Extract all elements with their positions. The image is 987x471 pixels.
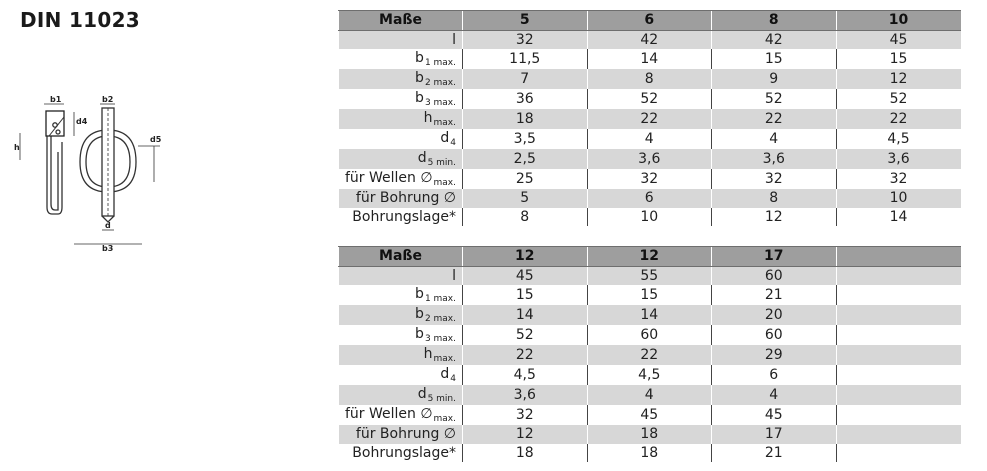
table-cell: 8 [463,208,588,227]
table-row [339,425,961,444]
row-label-main: b [415,90,424,107]
dim-d4-label: d4 [76,117,88,126]
dim-h-label: h [14,143,20,152]
table-cell: 6 [712,365,837,385]
header-label: Maße [339,247,463,267]
row-label [339,149,463,169]
row-label [339,30,463,49]
table-header-row [339,247,961,267]
dim-b2-label: b2 [102,95,114,104]
table-cell: 45 [587,405,712,425]
table-row [339,189,961,208]
table-cell: 4,5 [463,365,588,385]
table-row [339,89,961,109]
row-label [339,345,463,365]
row-label [339,169,463,189]
table-cell: 60 [712,266,837,285]
table-cell: 4 [712,129,837,149]
table-cell: 12 [712,208,837,227]
table-cell: 10 [587,208,712,227]
row-label [339,425,463,444]
row-label-main: l [452,31,456,48]
table-cell: 4 [587,385,712,405]
dim-b1-label: b1 [50,95,62,104]
table-cell: 4 [712,385,837,405]
header-size: 17 [712,247,837,267]
row-label [339,49,463,69]
table-row [339,30,961,49]
table-cell: 25 [463,169,588,189]
table-cell: 60 [712,325,837,345]
table-cell: 45 [463,266,588,285]
table-cell: 21 [712,444,837,463]
table-cell: 14 [587,305,712,325]
table-cell: 14 [463,305,588,325]
table-row [339,109,961,129]
table-cell: 52 [712,89,837,109]
table-cell: 22 [712,109,837,129]
table-cell: 9 [712,69,837,89]
row-label-sub: 4 [450,138,456,149]
table-cell: 12 [463,425,588,444]
header-size: 10 [836,11,961,31]
table-cell: 42 [712,30,837,49]
row-label-sub: 3 max. [424,98,456,109]
row-label [339,285,463,305]
pin-head [46,111,64,136]
row-label-sub: 2 max. [424,314,456,325]
row-label-main: d [440,366,450,383]
row-label-main: d [417,386,427,403]
table-row [339,345,961,365]
table-cell: 14 [587,49,712,69]
table-cell: 21 [712,285,837,305]
row-label-sub: max. [433,178,456,189]
header-size: 5 [463,11,588,31]
row-label-main: Bohrungslage* [352,445,456,462]
table-cell [836,425,961,444]
table-cell: 15 [712,49,837,69]
table-cell: 11,5 [463,49,588,69]
row-label-sub: 2 max. [424,78,456,89]
table-cell: 3,6 [587,149,712,169]
table-cell: 32 [463,30,588,49]
row-label-main: b [415,70,424,87]
table-cell: 45 [836,30,961,49]
table-cell: 18 [463,444,588,463]
row-label-main: für Bohrung ∅ [355,426,456,443]
row-label-sub: 5 min. [427,158,456,169]
row-label [339,129,463,149]
row-label-main: Bohrungslage* [352,209,456,226]
table-row [339,69,961,89]
table-cell [836,305,961,325]
table-cell: 22 [587,345,712,365]
table-cell: 5 [463,189,588,208]
table-cell [836,385,961,405]
row-label-main: h [423,346,433,363]
table-cell: 17 [712,425,837,444]
table-cell: 22 [587,109,712,129]
table-cell: 8 [587,69,712,89]
table-row [339,49,961,69]
table-row [339,365,961,385]
table-cell: 29 [712,345,837,365]
table-cell: 12 [836,69,961,89]
row-label [339,444,463,463]
table-cell: 32 [463,405,588,425]
row-label-main: d [417,150,427,167]
table-cell: 4 [587,129,712,149]
row-label-main: b [415,326,424,343]
table-cell: 4,5 [836,129,961,149]
table-cell: 60 [587,325,712,345]
row-label-sub: max. [433,414,456,425]
table-cell: 32 [836,169,961,189]
dimensions-table-2 [338,246,961,462]
table-cell [836,266,961,285]
table-row [339,405,961,425]
dim-b3-label: b3 [102,244,114,252]
table-cell: 52 [836,89,961,109]
table-cell: 18 [587,444,712,463]
table-cell: 15 [463,285,588,305]
table-cell: 52 [463,325,588,345]
table-row [339,266,961,285]
header-size: 12 [463,247,588,267]
table-cell: 20 [712,305,837,325]
table-cell: 7 [463,69,588,89]
row-label-sub: max. [433,118,456,129]
page-title: DIN 11023 [20,8,141,32]
table-cell [836,345,961,365]
row-label [339,305,463,325]
table-cell: 32 [587,169,712,189]
row-label-main: für Wellen ∅ [344,170,433,187]
row-label-main: b [415,306,424,323]
row-label-sub: 5 min. [427,394,456,405]
row-label-sub: max. [433,354,456,365]
table-header-row [339,11,961,31]
row-label [339,405,463,425]
row-label-sub: 3 max. [424,334,456,345]
row-label [339,109,463,129]
table-cell: 18 [587,425,712,444]
dim-d5-label: d5 [150,135,162,144]
table-cell: 3,6 [463,385,588,405]
table-cell: 6 [587,189,712,208]
header-size: 12 [587,247,712,267]
table-cell: 36 [463,89,588,109]
table-cell: 22 [463,345,588,365]
table-cell: 10 [836,189,961,208]
table-cell: 45 [712,405,837,425]
table-cell: 4,5 [587,365,712,385]
table-cell: 42 [587,30,712,49]
table-cell: 14 [836,208,961,227]
table-cell: 2,5 [463,149,588,169]
table-cell: 15 [836,49,961,69]
table-cell: 22 [836,109,961,129]
table-row [339,444,961,463]
row-label [339,385,463,405]
row-label [339,208,463,227]
row-label [339,89,463,109]
table-row [339,285,961,305]
row-label [339,189,463,208]
row-label-main: b [415,50,424,67]
header-size: 8 [712,11,837,31]
table-cell: 52 [587,89,712,109]
dim-d-label: d [105,221,111,230]
table-cell [836,285,961,305]
table-row [339,305,961,325]
row-label-main: h [423,110,433,127]
pin-side-view [47,132,62,214]
table-cell: 3,5 [463,129,588,149]
table-row [339,325,961,345]
row-label [339,365,463,385]
dimensions-table-1 [338,10,961,226]
table-cell: 3,6 [836,149,961,169]
row-label [339,69,463,89]
header-size: 6 [587,11,712,31]
row-label [339,325,463,345]
table-cell [836,325,961,345]
row-label [339,266,463,285]
row-label-sub: 1 max. [424,294,456,305]
table-row [339,129,961,149]
table-cell: 32 [712,169,837,189]
row-label-main: l [452,267,456,284]
technical-drawing [14,92,174,252]
table-cell: 8 [712,189,837,208]
table-cell [836,444,961,463]
table-cell [836,405,961,425]
table-row [339,149,961,169]
table-cell: 3,6 [712,149,837,169]
header-size [836,247,961,267]
row-label-sub: 4 [450,374,456,385]
table-row [339,208,961,227]
header-label: Maße [339,11,463,31]
table-row [339,169,961,189]
table-cell: 18 [463,109,588,129]
table-row [339,385,961,405]
row-label-main: für Bohrung ∅ [355,190,456,207]
table-cell: 55 [587,266,712,285]
row-label-sub: 1 max. [424,58,456,69]
table-cell: 15 [587,285,712,305]
row-label-main: b [415,286,424,303]
row-label-main: d [440,130,450,147]
row-label-main: für Wellen ∅ [344,406,433,423]
table-cell [836,365,961,385]
